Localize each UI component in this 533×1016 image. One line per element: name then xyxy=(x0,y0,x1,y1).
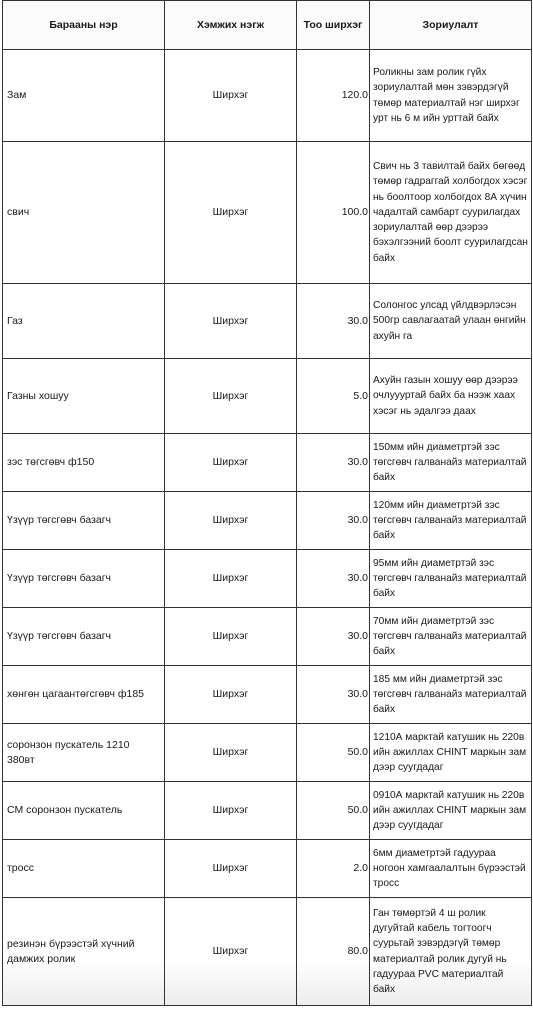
cell-product-name: СМ соронзон пускатель xyxy=(3,782,165,840)
cell-quantity: 50.0 xyxy=(297,724,370,782)
table-row xyxy=(3,840,532,898)
cell-unit: Ширхэг xyxy=(165,492,297,550)
cell-product-name: Газ xyxy=(3,284,165,359)
table-row xyxy=(3,550,532,608)
cell-unit: Ширхэг xyxy=(165,724,297,782)
cell-quantity: 30.0 xyxy=(297,608,370,666)
cell-unit: Ширхэг xyxy=(165,50,297,142)
table-row xyxy=(3,492,532,550)
cell-product-name: Үзүүр төгсгөвч базагч xyxy=(3,608,165,666)
header-purpose: Зориулалт xyxy=(370,1,532,50)
cell-product-name: резинэн бүрээстэй хүчний дамжих ролик xyxy=(3,898,165,1006)
table-row xyxy=(3,50,532,142)
cell-purpose: 1210А марктай катушик нь 220в ийн ажиллах CHINT маркын зам дээр суугдадаг xyxy=(370,724,532,782)
cell-product-name: Үзүүр төгсгөвч базагч xyxy=(3,550,165,608)
cell-quantity: 80.0 xyxy=(297,898,370,1006)
table-row xyxy=(3,284,532,359)
table-row xyxy=(3,782,532,840)
cell-quantity: 100.0 xyxy=(297,142,370,284)
header-product-name: Барааны нэр xyxy=(3,1,165,50)
cell-unit: Ширхэг xyxy=(165,608,297,666)
goods-table xyxy=(2,0,532,1006)
cell-unit: Ширхэг xyxy=(165,434,297,492)
cell-product-name: Зам xyxy=(3,50,165,142)
table-row xyxy=(3,359,532,434)
cell-quantity: 30.0 xyxy=(297,434,370,492)
table-row xyxy=(3,666,532,724)
cell-unit: Ширхэг xyxy=(165,666,297,724)
cell-unit: Ширхэг xyxy=(165,284,297,359)
cell-purpose: 150мм ийн диаметртэй зэс төгсгөвч галванайз материалтай байх xyxy=(370,434,532,492)
cell-product-name: хөнгөн цагаантөгсгөвч ф185 xyxy=(3,666,165,724)
cell-purpose: 120мм ийн диаметртэй зэс төгсгөвч галванайз материалтай байх xyxy=(370,492,532,550)
table-row xyxy=(3,142,532,284)
cell-quantity: 30.0 xyxy=(297,492,370,550)
cell-product-name: тросс xyxy=(3,840,165,898)
cell-purpose: 95мм ийн диаметртэй зэс төгсгөвч галванайз материалтай байх xyxy=(370,550,532,608)
cell-unit: Ширхэг xyxy=(165,359,297,434)
cell-quantity: 50.0 xyxy=(297,782,370,840)
cell-purpose: Ахуйн газын хошуу өөр дээрээ очлуууртай байх ба нээж хаах хэсэг нь эдалгээ даах xyxy=(370,359,532,434)
cell-quantity: 120.0 xyxy=(297,50,370,142)
table-row xyxy=(3,434,532,492)
cell-unit: Ширхэг xyxy=(165,782,297,840)
header-quantity: Тоо ширхэг xyxy=(297,1,370,50)
header-unit: Хэмжих нэгж xyxy=(165,1,297,50)
table-row xyxy=(3,724,532,782)
cell-quantity: 30.0 xyxy=(297,666,370,724)
cell-quantity: 2.0 xyxy=(297,840,370,898)
cell-purpose: 70мм ийн диаметртэй зэс төгсгөвч галванайз материалтай байх xyxy=(370,608,532,666)
table-header-row xyxy=(3,1,532,50)
cell-purpose: Солонгос улсад үйлдвэрлэсэн 500гр савлагаатай улаан өнгийн ахуйн га xyxy=(370,284,532,359)
cell-unit: Ширхэг xyxy=(165,142,297,284)
cell-unit: Ширхэг xyxy=(165,550,297,608)
cell-purpose: Свич нь 3 тавилтай байх бөгөөд төмөр гадраггай холбогдох хэсэг нь боолтоор холбогдох 8А хүчин чадалтай самбарт суурилагдах зориулалтай өөр дээрээ бэхэлгээний боолт суурилагдсан байх xyxy=(370,142,532,284)
cell-unit: Ширхэг xyxy=(165,840,297,898)
cell-quantity: 5.0 xyxy=(297,359,370,434)
table-row xyxy=(3,608,532,666)
table-row xyxy=(3,898,532,1006)
cell-quantity: 30.0 xyxy=(297,284,370,359)
cell-purpose: Роликны зам ролик гүйх зориулалтай мөн зэвэрдэгүй төмөр материалтай нэг ширхэг урт нь 6 м ийн урттай байх xyxy=(370,50,532,142)
cell-purpose: 185 мм ийн диаметртэй зэс төгсгөвч галванайз материалтай байх xyxy=(370,666,532,724)
cell-product-name: Газны хошуу xyxy=(3,359,165,434)
cell-purpose: 6мм диаметртэй гадуураа ногоон хамгаалалтын бүрээстэй тросс xyxy=(370,840,532,898)
cell-product-name: зэс төгсгөвч ф150 xyxy=(3,434,165,492)
cell-quantity: 30.0 xyxy=(297,550,370,608)
cell-product-name: свич xyxy=(3,142,165,284)
cell-purpose: 0910А марктай катушик нь 220в ийн ажиллах CHINT маркын зам дээр суугдадаг xyxy=(370,782,532,840)
cell-product-name: Үзүүр төгсгөвч базагч xyxy=(3,492,165,550)
cell-purpose: Ган төмөртэй 4 ш ролик дугуйтай кабель тогтоогч суурьтай зэвэрдэгүй төмөр материалтай ролик дугуй нь гадуураа PVC материалтай байх xyxy=(370,898,532,1006)
cell-product-name: соронзон пускатель 1210 380вт xyxy=(3,724,165,782)
cell-unit: Ширхэг xyxy=(165,898,297,1006)
